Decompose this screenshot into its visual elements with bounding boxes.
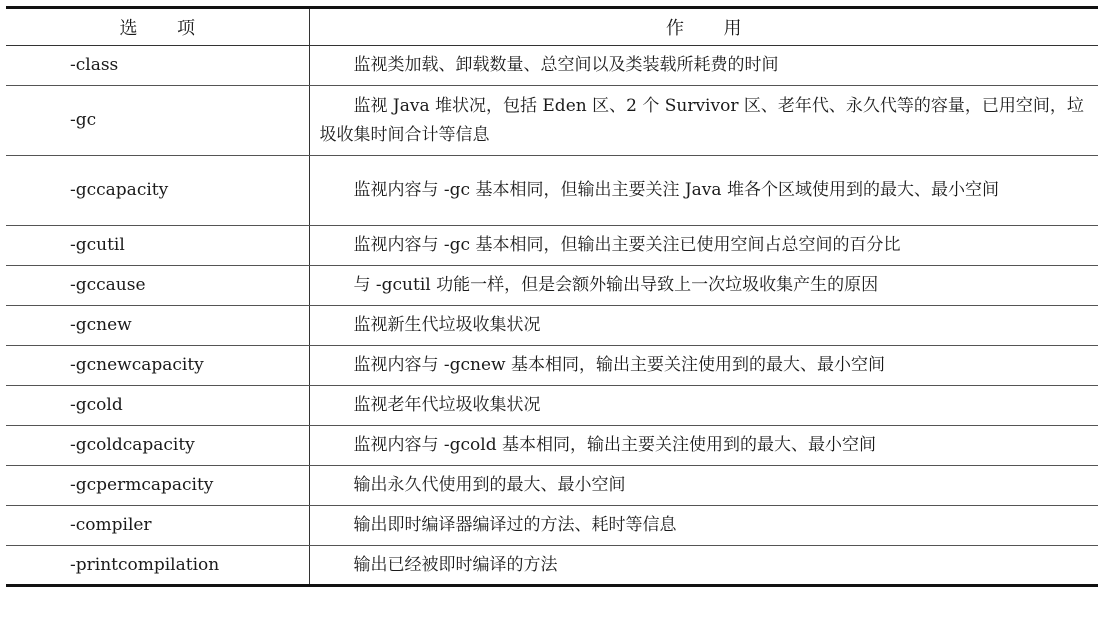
table-row [6, 386, 1098, 426]
table-row [6, 546, 1098, 586]
option-cell: -gccapacity [6, 156, 309, 226]
header-function [309, 8, 1098, 46]
description-cell: 监视类加载、卸载数量、总空间以及类装载所耗费的时间 [309, 46, 1098, 86]
table-header [6, 8, 1098, 46]
table-body [6, 46, 1098, 586]
option-cell: -gc [6, 86, 309, 156]
table-row [6, 506, 1098, 546]
option-cell: -class [6, 46, 309, 86]
table-row [6, 226, 1098, 266]
option-cell: -gcpermcapacity [6, 466, 309, 506]
description-cell: 监视内容与 -gcnew 基本相同，输出主要关注使用到的最大、最小空间 [309, 346, 1098, 386]
table-row [6, 426, 1098, 466]
option-cell: -gccause [6, 266, 309, 306]
option-cell: -gcnewcapacity [6, 346, 309, 386]
header-function-label: 作用 [665, 18, 782, 39]
table-row [6, 46, 1098, 86]
table-row [6, 266, 1098, 306]
table-row [6, 86, 1098, 156]
description-cell: 输出已经被即时编译的方法 [309, 546, 1098, 586]
option-cell: -gcutil [6, 226, 309, 266]
description-cell: 监视老年代垃圾收集状况 [309, 386, 1098, 426]
option-cell: -gcnew [6, 306, 309, 346]
description-cell: 输出即时编译器编译过的方法、耗时等信息 [309, 506, 1098, 546]
table-row [6, 466, 1098, 506]
description-cell: 监视内容与 -gc 基本相同，但输出主要关注 Java 堆各个区域使用到的最大、最小空间 [309, 156, 1098, 226]
description-cell: 监视新生代垃圾收集状况 [309, 306, 1098, 346]
table-row [6, 306, 1098, 346]
option-cell: -compiler [6, 506, 309, 546]
description-cell: 监视内容与 -gc 基本相同，但输出主要关注已使用空间占总空间的百分比 [309, 226, 1098, 266]
header-row [6, 8, 1098, 46]
description-cell: 与 -gcutil 功能一样，但是会额外输出导致上一次垃圾收集产生的原因 [309, 266, 1098, 306]
option-cell: -gcoldcapacity [6, 426, 309, 466]
header-option [6, 8, 309, 46]
table-row [6, 156, 1098, 226]
description-cell: 监视 Java 堆状况，包括 Eden 区、2 个 Survivor 区、老年代、永久代等的容量，已用空间，垃圾收集时间合计等信息 [309, 86, 1098, 156]
option-cell: -printcompilation [6, 546, 309, 586]
options-table [6, 6, 1098, 587]
header-option-label: 选项 [119, 18, 235, 39]
description-cell: 监视内容与 -gcold 基本相同，输出主要关注使用到的最大、最小空间 [309, 426, 1098, 466]
option-cell: -gcold [6, 386, 309, 426]
table-row [6, 346, 1098, 386]
description-cell: 输出永久代使用到的最大、最小空间 [309, 466, 1098, 506]
